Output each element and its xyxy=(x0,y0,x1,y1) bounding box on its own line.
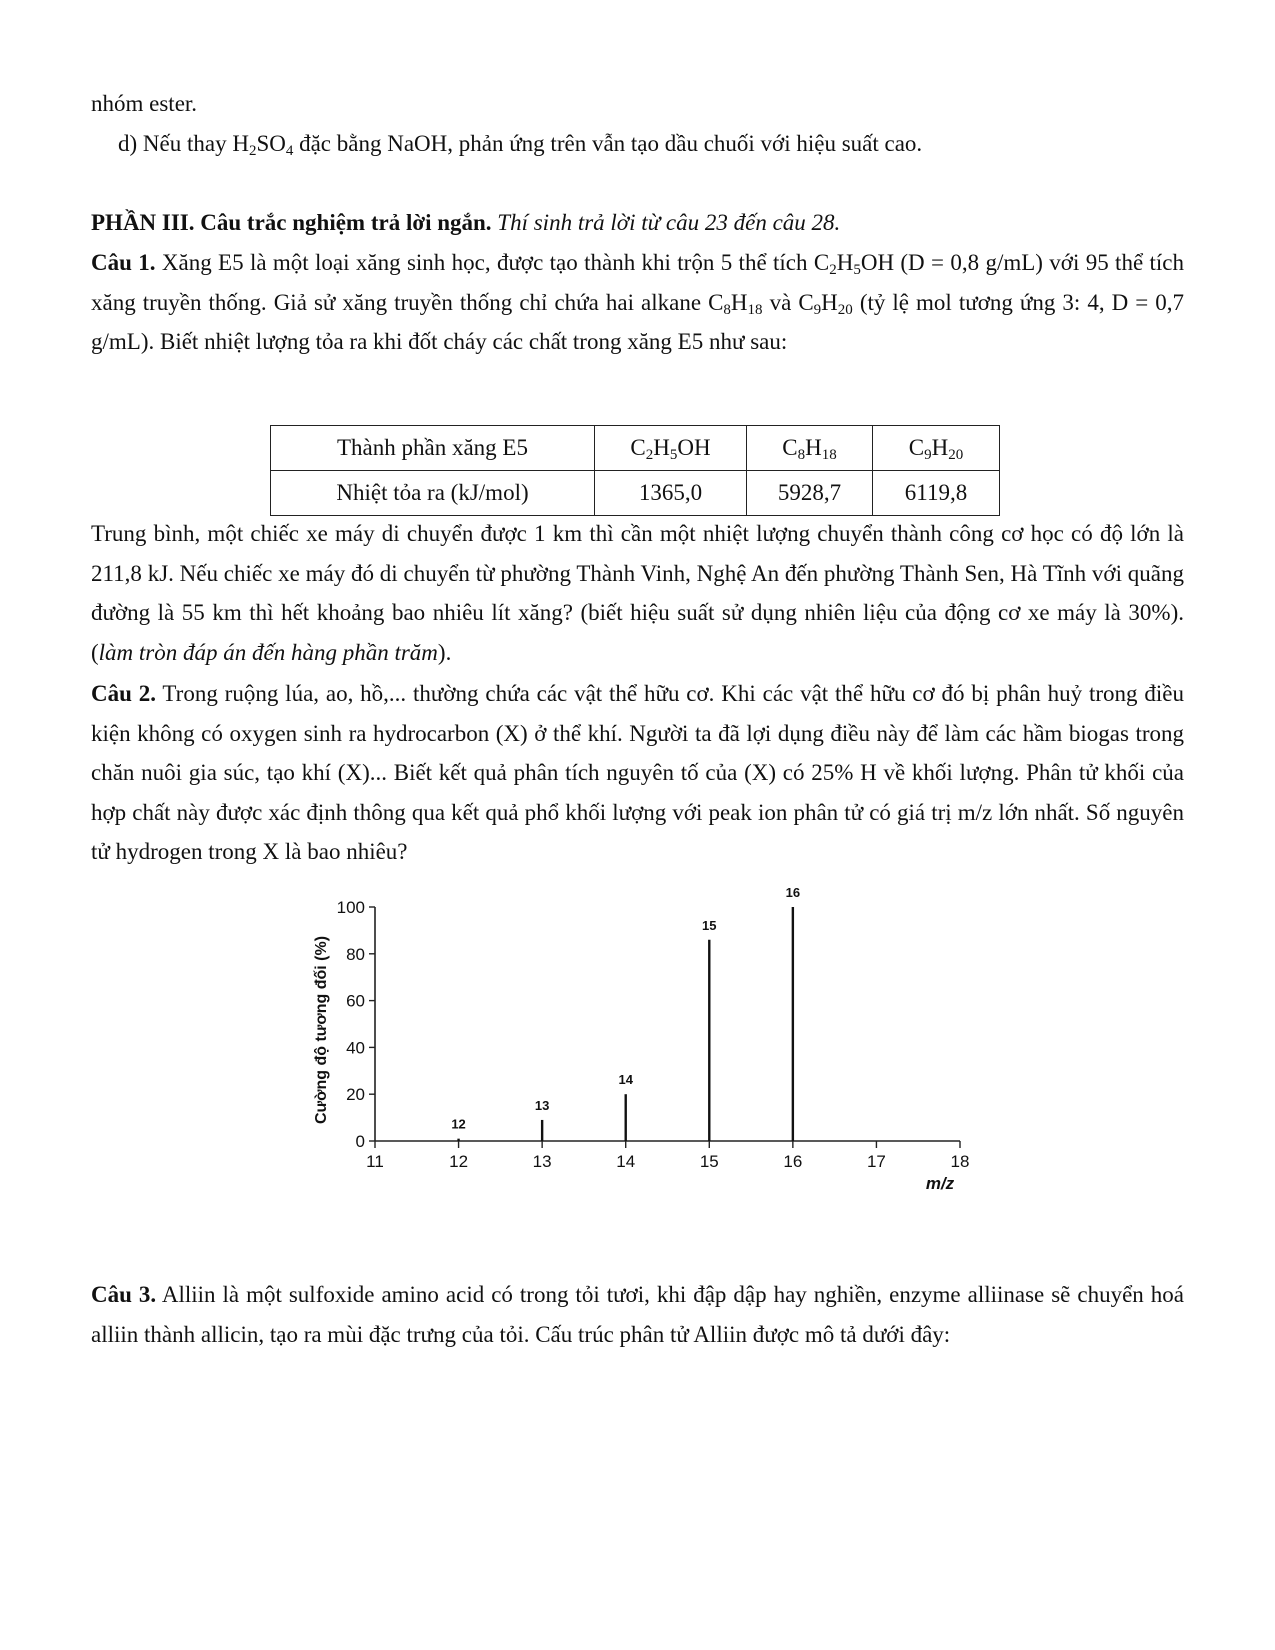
question-1-continued-text: Trung bình, một chiếc xe máy di chuyển được 1 km thì cần một nhiệt lượng chuyển thành công cơ học có độ lớn là 211,8 kJ. Nếu chiếc xe máy đó di chuyển từ phường Thành Vinh, Nghệ An đến phường Thành Sen, Hà Tĩnh với quãng đường là 55 km thì hết khoảng bao nhiêu lít xăng? (biết hiệu suất sử dụng nhiên liệu của động cơ xe máy là 30%). (làm tròn đáp án đến hàng phần trăm). xyxy=(91,521,1184,665)
question-2 xyxy=(91,674,1184,872)
question-1-text: Câu 1. Xăng E5 là một loại xăng sinh học, được tạo thành khi trộn 5 thể tích $C_2H_5OH$ (D = 0,8 g/mL) với 95 thể tích xăng truyền thống. Giả sử xăng truyền thống chỉ chứa hai alkane $C_8H_{18}$ và $C_9H_{20}$ (tỷ lệ mol tương ứng 3: 4, D = 0,7 g/mL). Biết nhiệt lượng tỏa ra khi đốt cháy các chất trong xăng E5 như sau: xyxy=(91,250,1185,354)
peak-label-14: 14 xyxy=(618,1072,633,1088)
option-d: d) Nếu thay $H_2SO_4$ đặc bằng NaOH, phản ứng trên vẫn tạo dầu chuối với hiệu suất cao. xyxy=(118,130,923,159)
continuation-line: nhóm ester. xyxy=(91,91,198,116)
y-tick-label: 40 xyxy=(346,1038,365,1058)
question-1 xyxy=(91,243,1184,362)
table-header-label: Thành phần xăng E5 xyxy=(271,426,595,471)
peak-label-13: 13 xyxy=(534,1097,550,1113)
section-title: PHẦN III. Câu trắc nghiệm trả lời ngắn. xyxy=(91,210,492,235)
question-2-label: Câu 2. xyxy=(91,681,156,706)
mass-spectrum-chart xyxy=(300,885,990,1260)
question-1-continued xyxy=(91,514,1184,672)
table-header-octane: $C_8H_{18}$ xyxy=(747,426,873,471)
y-tick-label: 0 xyxy=(355,1132,365,1151)
x-tick-label: 14 xyxy=(616,1152,636,1171)
y-tick-label: 80 xyxy=(346,944,365,964)
section-header xyxy=(91,203,1184,243)
x-tick-label: 18 xyxy=(950,1152,970,1171)
x-tick-label: 11 xyxy=(366,1152,384,1171)
y-tick-label: 60 xyxy=(346,991,365,1011)
x-tick-label: 12 xyxy=(449,1152,469,1171)
x-tick-label: 16 xyxy=(783,1152,803,1171)
question-2-text: Câu 2. Trong ruộng lúa, ao, hồ,... thường chứa các vật thể hữu cơ. Khi các vật thể hữu cơ đó bị phân huỷ trong điều kiện không có oxygen sinh ra hydrocarbon (X) ở thể khí. Người ta đã lợi dụng điều này để làm các hầm biogas trong chăn nuôi gia súc, tạo khí (X)... Biết kết quả phân tích nguyên tố của (X) có 25% H về khối lượng. Phân tử khối của hợp chất này được xác định thông qua kết quả phổ khối lượng với peak ion phân tử có giá trị m/z lớn nhất. Số nguyên tử hydrogen trong X là bao nhiêu? xyxy=(91,681,1184,864)
y-tick-label: 100 xyxy=(336,898,365,917)
table-cell-octane: 5928,7 xyxy=(747,471,873,516)
y-axis-title: Cường độ tương đối (%) xyxy=(313,935,330,1125)
x-tick-label: 17 xyxy=(866,1152,886,1171)
peak-label-12: 12 xyxy=(451,1116,466,1132)
peak-label-15: 15 xyxy=(702,917,717,933)
table-row xyxy=(271,471,1000,516)
e5-heat-table xyxy=(270,425,1000,516)
table-cell-ethanol: 1365,0 xyxy=(595,471,747,516)
x-tick-label: 13 xyxy=(532,1152,552,1171)
peak-label-16: 16 xyxy=(785,885,801,900)
x-tick-label: 15 xyxy=(699,1152,719,1171)
table-header-row xyxy=(271,426,1000,471)
table-cell-nonane: 6119,8 xyxy=(873,471,1000,516)
table-header-nonane: $C_9H_{20}$ xyxy=(873,426,1000,471)
table-header-ethanol: $C_2H_5OH$ xyxy=(595,426,747,471)
previous-question-tail xyxy=(91,84,1184,163)
y-tick-label: 20 xyxy=(346,1085,365,1105)
question-3-label: Câu 3. xyxy=(91,1282,157,1307)
x-axis-title: m/z xyxy=(925,1174,955,1193)
section-note: Thí sinh trả lời từ câu 23 đến câu 28. xyxy=(491,210,841,235)
question-1-label: Câu 1. xyxy=(91,250,156,275)
mass-spectrum-svg xyxy=(300,885,990,1260)
table-row-label: Nhiệt tỏa ra (kJ/mol) xyxy=(271,471,595,516)
question-3 xyxy=(91,1275,1184,1354)
question-3-text: Câu 3. Alliin là một sulfoxide amino acid có trong tỏi tươi, khi đập dập hay nghiền, enzyme alliinase sẽ chuyển hoá alliin thành allicin, tạo ra mùi đặc trưng của tỏi. Cấu trúc phân tử Alliin được mô tả dưới đây: xyxy=(91,1282,1184,1347)
